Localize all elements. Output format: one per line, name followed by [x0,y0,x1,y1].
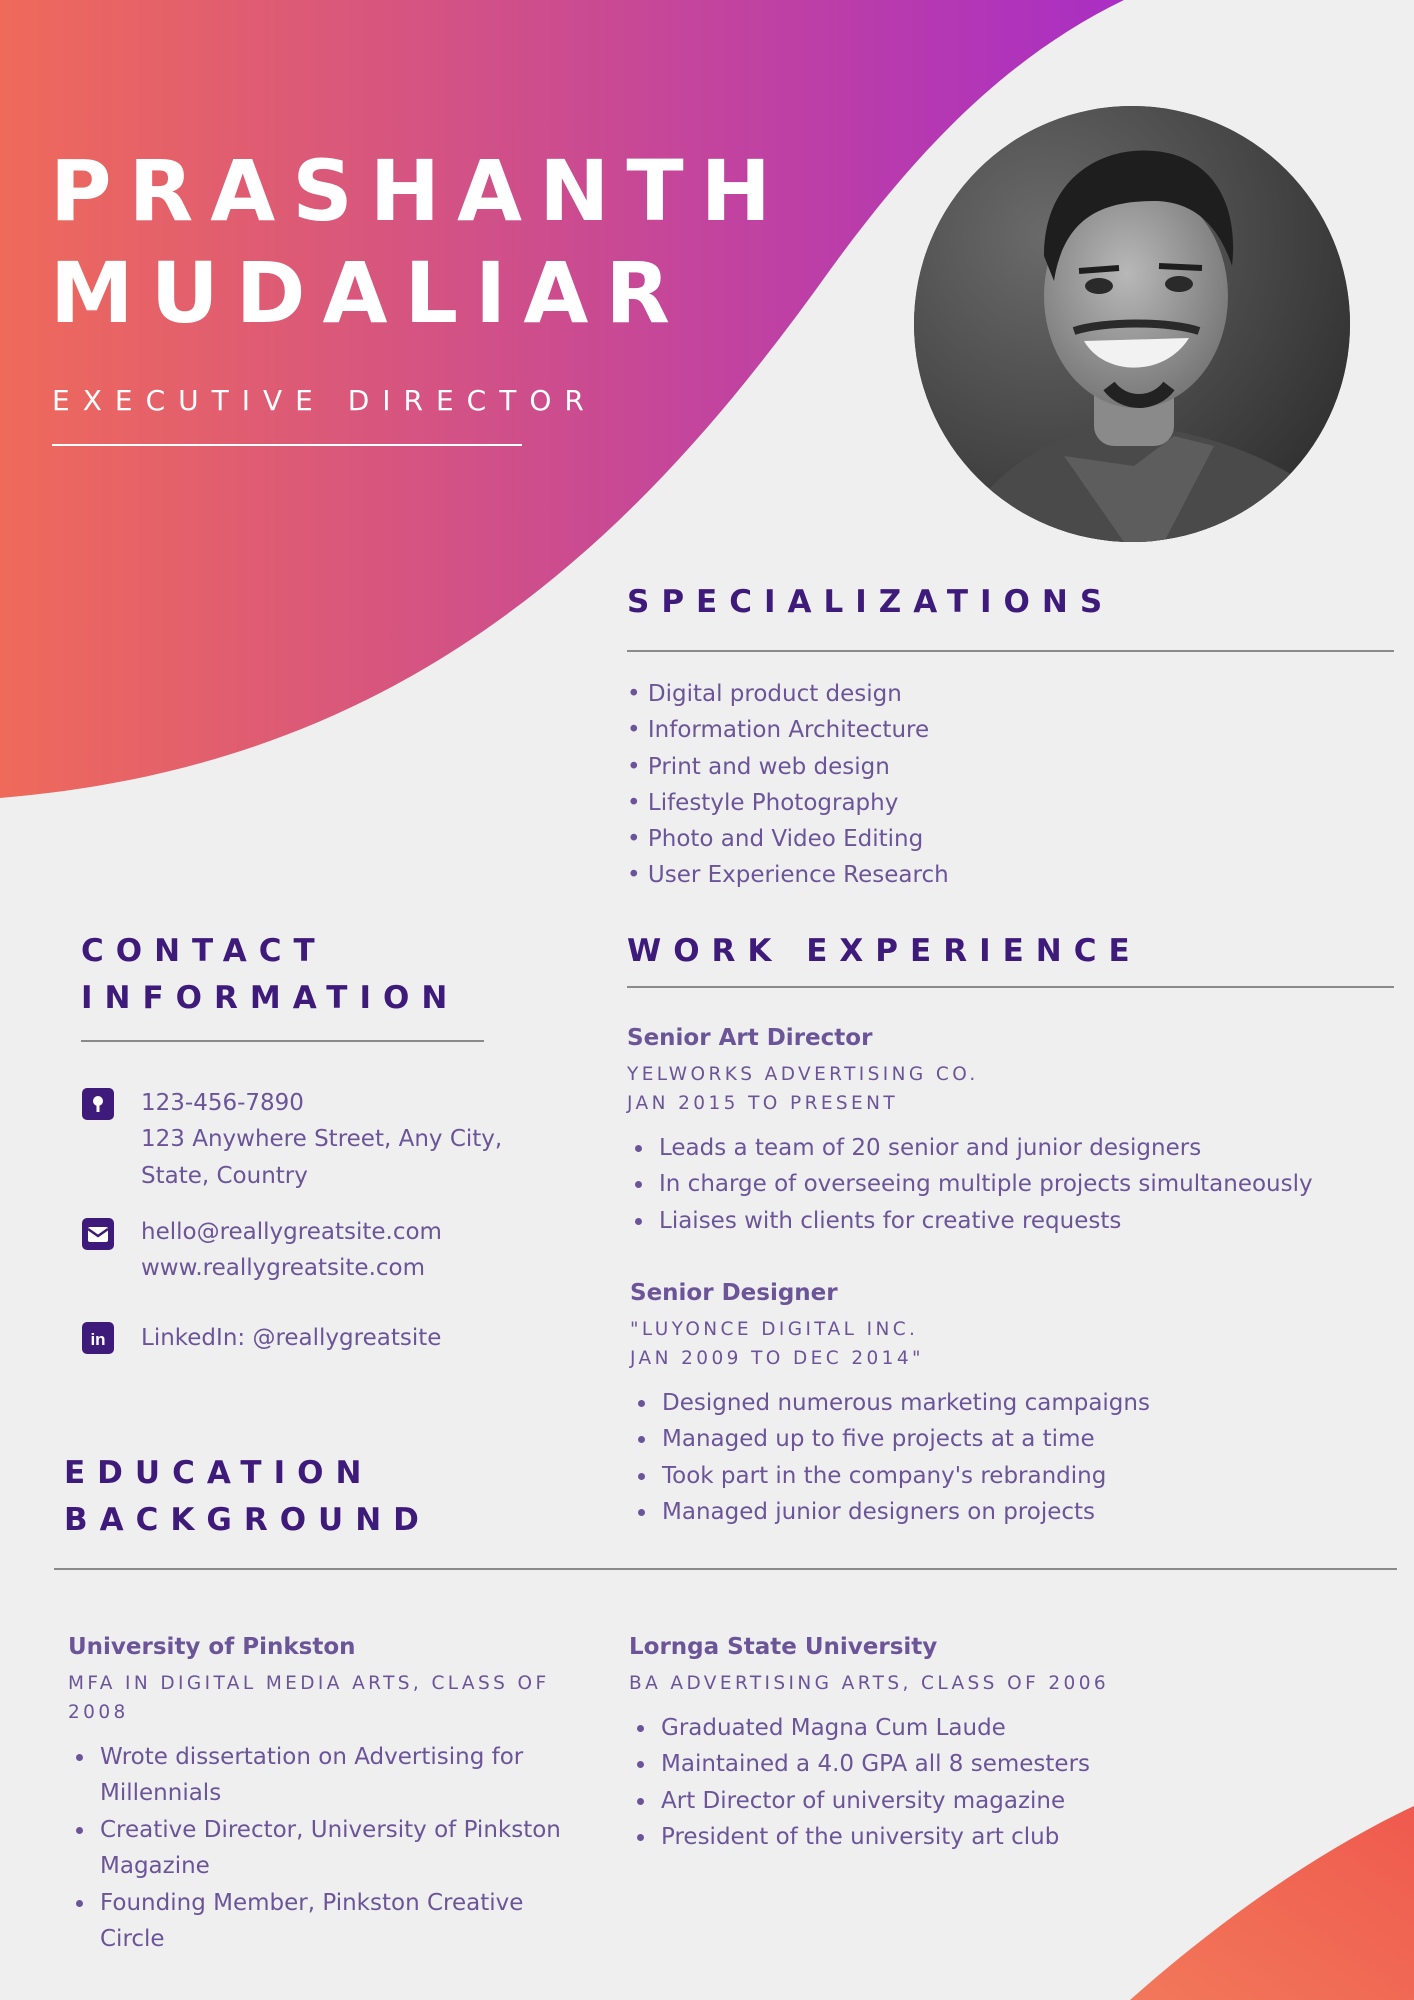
phone-number: 123-456-7890 [141,1090,304,1116]
candidate-name [50,140,788,344]
school-name: Lornga State University [629,1634,938,1660]
school-bullets [629,1710,1329,1856]
contact-heading [81,928,459,1022]
specializations-list [627,676,949,894]
list-item: • Print and web design [627,753,890,780]
list-item: Managed junior designers on projects [630,1494,1390,1530]
email-icon [82,1218,114,1250]
job-title: Senior Art Director [627,1025,873,1051]
job-bullets [627,1130,1387,1239]
contact-heading-line2: INFORMATION [81,980,460,1016]
title-underline [52,444,522,446]
name-last: MUDALIAR [50,244,688,342]
job-dates: JAN 2009 TO DEC 2014" [630,1348,924,1369]
profile-photo [914,106,1350,542]
list-item: Creative Director, University of Pinkston Magazine [68,1812,588,1885]
job-dates: JAN 2015 TO PRESENT [627,1093,899,1114]
school-degree-line2: 2008 [68,1702,129,1723]
school-degree-line1: MFA IN DIGITAL MEDIA ARTS, CLASS OF [68,1673,550,1694]
list-item: Liaises with clients for creative requests [627,1203,1387,1239]
school-bullets [68,1739,588,1957]
list-item: Founding Member, Pinkston Creative Circle [68,1885,588,1958]
list-item: • Lifestyle Photography [627,789,899,816]
list-item: Designed numerous marketing campaigns [630,1385,1390,1421]
website-url[interactable]: www.reallygreatsite.com [141,1255,426,1282]
job-entry-2 [630,1280,1390,1531]
linkedin-handle[interactable]: LinkedIn: @reallygreatsite [141,1325,442,1351]
contact-divider [81,1040,484,1042]
education-divider [54,1568,1397,1570]
education-heading-line1: EDUCATION [64,1455,374,1491]
education-heading-line2: BACKGROUND [64,1502,431,1538]
job-title: EXECUTIVE DIRECTOR [52,384,597,417]
list-item: Graduated Magna Cum Laude [629,1710,1329,1746]
specializations-divider [627,650,1394,652]
list-item: Maintained a 4.0 GPA all 8 semesters [629,1746,1329,1782]
linkedin-icon [82,1322,114,1354]
education-heading [64,1450,431,1544]
job-company: "LUYONCE DIGITAL INC. [630,1319,919,1340]
job-bullets [630,1385,1390,1531]
school-degree: BA ADVERTISING ARTS, CLASS OF 2006 [629,1673,1110,1694]
work-experience-divider [627,986,1394,988]
list-item: Leads a team of 20 senior and junior designers [627,1130,1387,1166]
svg-text:in: in [90,1330,106,1349]
list-item: • Photo and Video Editing [627,826,924,853]
contact-email-web [141,1214,442,1287]
list-item: Art Director of university magazine [629,1783,1329,1819]
portrait-photo-icon [914,106,1350,542]
job-entry-1 [627,1025,1387,1239]
email-address[interactable]: hello@reallygreatsite.com [141,1219,442,1245]
list-item: Wrote dissertation on Advertising for Millennials [68,1739,588,1812]
school-name: University of Pinkston [68,1634,356,1660]
list-item: • Digital product design [627,681,902,707]
location-icon [82,1088,114,1120]
address-line1: 123 Anywhere Street, Any City, [141,1126,503,1153]
address-line2: State, Country [141,1162,308,1189]
list-item: Took part in the company's rebranding [630,1458,1390,1494]
job-title: Senior Designer [630,1280,838,1306]
school-entry-1 [68,1634,588,1957]
list-item: • Information Architecture [627,717,930,744]
name-first: PRASHANTH [50,142,788,240]
list-item: Managed up to five projects at a time [630,1421,1390,1457]
contact-heading-line1: CONTACT [81,933,327,969]
list-item: • User Experience Research [627,862,949,889]
work-experience-heading: WORK EXPERIENCE [627,933,1142,969]
specializations-heading: SPECIALIZATIONS [627,584,1115,620]
list-item: President of the university art club [629,1819,1329,1855]
job-company: YELWORKS ADVERTISING CO. [627,1064,979,1085]
list-item: In charge of overseeing multiple projects simultaneously [627,1166,1387,1202]
school-entry-2 [629,1634,1329,1856]
contact-phone-address [141,1085,502,1194]
